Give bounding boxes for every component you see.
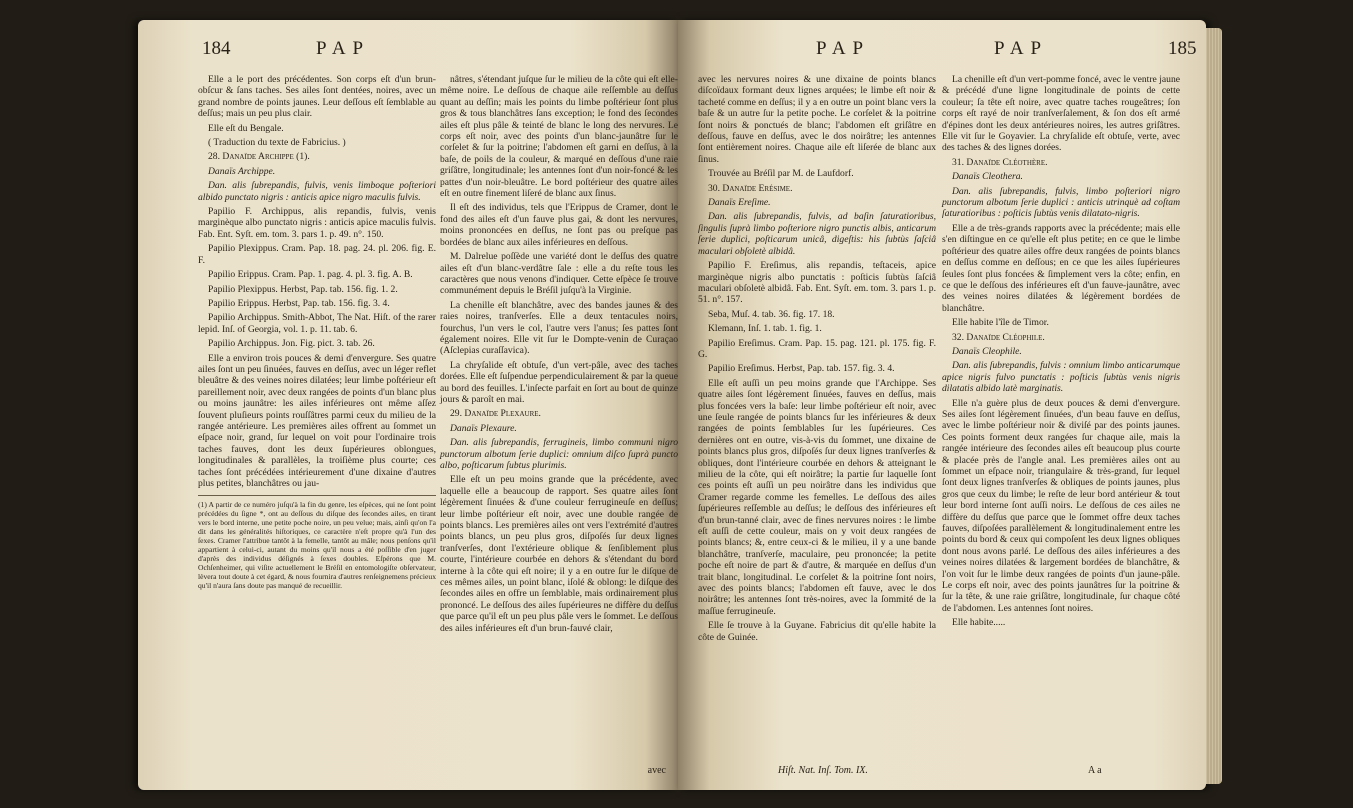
paragraph: Danaïs Archippe. <box>208 165 276 177</box>
reference-entry: Papilio Ereſimus. Herbst, Pap. tab. 157. fig. 3. 4. <box>708 363 895 375</box>
volume-title: Hiſt. Nat. Inſ. Tom. IX. <box>778 765 868 776</box>
right-page-header <box>678 38 1206 66</box>
paragraph: Elle a le port des précédentes. Son corps eſt d'un brun-obſcur & ſans taches. Ses ailes ſont dentées, noires, avec un grand nombre de points jaunes. Leur deſſous eſt ſemblable au deſſus; mais un peu plus clair. <box>198 74 436 120</box>
paragraph: Dan. alis ſubrepandis, fulvis, limbo poſteriori nigro punctorum albotum ſerie duplici : anticis utrinquè ad coſtam ſaturatioribus : poſticis ſubtùs venis dilatato-nigris. <box>942 185 1180 220</box>
paragraph: Elle a de très-grands rapports avec la précédente; mais elle s'en diſtingue en ce qu'elle eſt plus petite; en ce que le limbe poſtérieur des quatre ailes offre deux rangées de points blancs en deſſus comme en deſſous; en ce que les ailes ſupérieures ſeules ſont plus foncées & ſimplement vers la côte; enfin, en ce que le deſſous des inférieures eſt d'un fauve-jaunâtre, avec des veines noires dilatées & légèrement bordées de blanchâtre. <box>942 222 1180 314</box>
paragraph: Elle habite..... <box>952 617 1006 629</box>
right-column-1 <box>698 74 936 646</box>
reference-entry: Papilio Erippus. Herbst, Pap. tab. 156. fig. 3. 4. <box>208 297 390 309</box>
left-page-header <box>138 38 678 66</box>
paragraph: Trouvée au Bréſil par M. de Laufdorf. <box>708 168 854 180</box>
species-heading: 30. Danaïde Eréſime. <box>708 182 793 194</box>
paragraph: Elle ſe trouve à la Guyane. Fabricius dit qu'elle habite la côte de Guinée. <box>698 620 936 643</box>
signature-mark: A a <box>1088 765 1102 776</box>
reference-entry: Seba, Muſ. 4. tab. 36. fig. 17. 18. <box>708 308 835 320</box>
running-head-left: PAP <box>816 38 871 59</box>
paragraph: Dan. alis ſubrepandis, fulvis, venis limboque poſteriori albido punctato nigris : anticis apice nigro maculis fulvis. <box>198 180 436 203</box>
paragraph: Elle habite l'île de Timor. <box>952 317 1049 329</box>
species-heading: 31. Danaïde Cléothère. <box>952 156 1048 168</box>
reference-entry: Papilio F. Ereſimus, alis repandis, teſtaceis, apice marginèque nigris albo punctatis : poſticis ſubtùs ſaſciâ maculari obſoletè albidâ. Fab. Ent. Syſt. em. tom. 3. pars 1. p. 51. n°. 157. <box>698 260 936 306</box>
page-edges <box>1206 28 1222 784</box>
reference-entry: Papilio Ereſimus. Cram. Pap. 15. pag. 121. pl. 175. fig. F. G. <box>698 337 936 360</box>
paragraph: M. Dalrelue poſſède une variété dont le deſſus des quatre ailes eſt d'un blanc-verdâtre ſale : elle a du reſte tous les caractères que nous venons d'indiquer. Cette eſpèce ſe trouve communément depuis le Bréſil juſqu'à la Virginie. <box>440 251 678 297</box>
left-column-2 <box>440 74 678 637</box>
species-heading: 29. Danaïde Plexaure. <box>450 408 541 420</box>
paragraph: Elle a environ trois pouces & demi d'envergure. Ses quatre ailes ſont un peu ſinuées, fauves en deſſus, avec un léger reflet bleuâtre & des veines noires dilatées; leur limbe poſtérieur eſt pareillement noir, avec deux rangées de points d'un blanc plus ou moins jaunâtre: les ailes inférieures ont même aſſez ſouvent pluſieurs points rouſſâtres parmi ceux du milieu de la rangée antérieure. Les premières ailes offrent au ſommet un eſpace noir, grand, ſur lequel on voit pour l'ordinaire trois taches fauves, dont les deux ſupérieures oblongues, longitudinales & parallèles, la troiſième plus courte; ces taches ſont précédées intérieurement d'une dixaine d'autres plus petites, blanchâtres ou jau- <box>198 352 436 489</box>
running-head-right: PAP <box>994 38 1049 59</box>
page-number: 184 <box>202 38 231 59</box>
paragraph: Dan. alis ſubrepandis, ferrugineis, limbo communi nigro punctorum albotum ſerie duplici: omnium diſco ſuprà puncto albo, poſticarum ſubtus plurimis. <box>440 437 678 471</box>
page-number: 185 <box>1168 38 1197 59</box>
paragraph: Danaïs Ereſime. <box>708 197 771 209</box>
reference-entry: Papilio Archippus. Jon. Fig. pict. 3. tab. 26. <box>208 338 375 350</box>
left-page <box>138 20 678 790</box>
reference-entry: Papilio Erippus. Cram. Pap. 1. pag. 4. pl. 3. fig. A. B. <box>208 269 413 281</box>
paragraph: Dan. alis ſubrepandis, fulvis, ad baſin ſaturatioribus, ſingulis ſuprà limbo poſteriore nigro punctis albis, anticarum ſerie duplici, poſticarum unicâ, digeſtis: his ſubtùs ſaſciâ maculari obſoletè albidâ. <box>698 211 936 257</box>
paragraph: Il eſt des individus, tels que l'Erippus de Cramer, dont le fond des ailes eſt d'un fauve plus gai, & dont les nervures, moins prononcées en deſſus, ne ſont pas ou preſque pas bordées de blanc aux ailes inférieures en deſſous. <box>440 202 678 248</box>
left-column-1 <box>198 74 436 590</box>
reference-entry: Papilio Plexippus. Cram. Pap. 18. pag. 24. pl. 206. fig. E. F. <box>198 243 436 266</box>
running-head: PAP <box>316 38 371 59</box>
paragraph: Danaïs Plexaure. <box>450 422 517 434</box>
paragraph: La chenille eſt blanchâtre, avec des bandes jaunes & des raies noires, tranſverſes. Elle a deux tentacules noirs, fourchus, l'un vers le col, l'autre vers l'anus; ſes pattes ſont également noires. Elle vit ſur le Dompte-venin de Curaçao (Aſclepias curaſſavica). <box>440 299 678 357</box>
right-column-2 <box>942 74 1180 632</box>
paragraph: avec les nervures noires & une dixaine de points blancs diſcoïdaux formant deux lignes arquées; le limbe eſt noir & tacheté comme en deſſus; il y a en outre un point blanc vers la baſe & un autre ſur la petite poche. Le corſelet & la poitrine ſont noirs & ponctués de blanc; l'abdomen eſt griſâtre en deſſous, fauve en deſſus, avec le dos noirâtre; les antennes ſont entièrement noires. Chaque aile eſt liſerée de blanc aux ſinus. <box>698 74 936 165</box>
catchword: avec <box>647 765 666 776</box>
species-heading: 32. Danaïde Cléophile. <box>952 331 1045 343</box>
paragraph: Dan. alis ſubrepandis, fulvis : omnium limbo anticarumque apice nigris fulvo punctatis : poſticis ſubtùs venis nigris dilatatis albido latè marginatis. <box>942 360 1180 395</box>
right-page <box>678 20 1206 790</box>
paragraph: nâtres, s'étendant juſque ſur le milieu de la côte qui eſt elle-même noire. Le deſſous de chaque aile reſſemble au deſſus quant au deſſin; mais les points du limbe poſtérieur ſont plus gros & tous blanchâtres ſans exception; le fond des ſecondes ailes eſt plus pâle & teinté de blanc le long des nervures. Le corps eſt noir, avec des points d'un blanc-jaunâtre ſur le corſelet & ſur la poitrine; l'abdomen eſt garni en deſſus, à la baſe, de poils de la couleur, & marqué en deſſous d'une raie griſâtre, longitudinale; les antennes ſont d'un noir-foncé & les pattes d'un noir-bleuâtre. Le bord poſtérieur des quatre ailes eſt en outre finement liſeré de blanc aux ſinus. <box>440 74 678 200</box>
paragraph: La chryſalide eſt obtuſe, d'un vert-pâle, avec des taches dorées. Elle eſt ſuſpendue perpendiculairement & par la queue au bord des feuilles. L'inſecte parfait en ſort au bout de quinze jours & paroît en mai. <box>440 359 678 405</box>
footnote: (1) A partir de ce numéro juſqu'à la fin du genre, les eſpèces, qui ne ſont point précédées du ſigne *, ont au deſſous du diſque des ſecondes ailes, en tirant vers le bord interne, une petite poche noire, un peu velue; mais, ainſi qu'on l'a dit dans les généralités hiſtoriques, ce caractère n'eſt propre qu'à l'un des ſexes. Cramer l'attribue tantôt à la femelle, tantôt au mâle; nous penſons qu'il appartient à celui-ci, autant du moins qu'il nous a été poſſible d'en juger d'après des individus déſignés à ſexes doubles. Eſpérons que M. Ochſenheimer, qui viſite actuellement le Bréſil en entomologiſte obſervateur, lèvera tout doute à cet égard, & nous fournira d'autres renſeignemens précieux qu'il n'aura ſans doute pas manqué de recueillir. <box>198 495 436 590</box>
paragraph: Danaïs Cleothera. <box>952 171 1023 183</box>
paragraph: La chenille eſt d'un vert-pomme foncé, avec le ventre jaune & précédé d'une ligne longitudinale de points de cette couleur; ſa tête eſt noire, avec quatre taches rougeâtres; ſon corps eſt rayé de noir tranſverſalement, & ſon dos eſt armé d'épines dont les deux antérieures noires, les autres griſâtres. Elle vit ſur le Goyavier. La chryſalide eſt obtuſe, verte, avec des taches & des lignes dorées. <box>942 74 1180 154</box>
paragraph: Elle eſt du Bengale. <box>208 122 284 134</box>
reference-entry: Papilio F. Archippus, alis repandis, fulvis, venis marginèque albo punctato nigris : anticis apice maculis fulvis. Fab. Ent. Syſt. em. tom. 3. pars 1. p. 49. n°. 150. <box>198 206 436 240</box>
species-heading: 28. Danaïde Archippe (1). <box>208 151 310 163</box>
reference-entry: Papilio Archippus. Smith-Abbot, The Nat. Hiſt. of the rarer lepid. Inſ. of Georgia, vol. 1. p. 11. tab. 6. <box>198 312 436 335</box>
paragraph: Elle eſt auſſi un peu moins grande que l'Archippe. Ses quatre ailes ſont légèrement ſinuées, fauves en deſſus, mais plus foncées vers la baſe: leur limbe poſtérieur eſt noir, avec une ſeule rangée de points blancs ſur les inférieures & deux rangées de points ſemblables ſur les ſupérieures. Ces dernières ont en outre, vis-à-vis du ſommet, une dixaine de points blancs plus gros, diſpoſés ſur deux lignes tranſverſes & obliques, dont l'intérieure courbée en dehors & atteignant le milieu de la côte, qui eſt noirâtre; la partie ſur laquelle ſont ces points eſt auſſi un peu noirâtre dans les individus que Cramer regarde comme les femelles. Le deſſous des ailes ſupérieures reſſemble au deſſus; le deſſous des inférieures eſt d'un brun-tanné clair, avec de fines nervures noires : le limbe eſt auſſi de cette couleur, mais on y voit deux rangées de points blancs; &, entre ceux-ci & le milieu, il y a une bande blanchâtre, tranſverſe, maculaire, peu prononcée; la petite poche eſt noire de part & d'autre, & marquée en deſſus d'un trait blanc, longitudinal. Le corſelet & la poitrine ſont noirs, avec des points blancs; l'abdomen eſt fauve, avec le dos noirâtre; les antennes ſont très-noires, avec la ſommité de la maſſue ferrugineuſe. <box>698 377 936 617</box>
reference-entry: Klemann, Inſ. 1. tab. 1. fig. 1. <box>708 323 822 335</box>
paragraph: ( Traduction du texte de Fabricius. ) <box>208 137 346 149</box>
reference-entry: Papilio Plexippus. Herbst, Pap. tab. 156. fig. 1. 2. <box>208 283 398 295</box>
paragraph: Elle eſt un peu moins grande que la précédente, avec laquelle elle a beaucoup de rapport. Ses quatre ailes ſont légèrement ſinuées & d'une couleur ferrugineuſe en deſſus; leur limbe poſtérieur eſt noir, avec une double rangée de points blancs. Les premières ailes ont vers l'extrémité d'autres points blancs, un peu plus gros, diſpoſés ſur deux lignes tranſverſes, dont l'extérieure oblique & ſenſiblement plus courte, l'intérieure courbée en dehors & s'étendant du bord interne à la côte qui eſt noire; il y a en outre ſur le diſque de ces mêmes ailes, un point blanc, iſolé & oblong: le diſque des ſecondes ailes en offre un ſemblable, mais ordinairement plus prononcé. Le deſſous des ailes ſupérieures ne diffère du deſſus que parce qu'il eſt un peu plus pâle vers le ſommet. Le deſſous des ailes inférieures eſt d'un brun-fauvé clair, <box>440 474 678 634</box>
paragraph: Danaïs Cleophile. <box>952 345 1022 357</box>
paragraph: Elle n'a guère plus de deux pouces & demi d'envergure. Ses ailes ſont légèrement ſinuées, d'un beau fauve en deſſus, avec le limbe poſtérieur noir & diviſé par des points jaunes. Ces points forment deux rangées ſur chaque aile, mais la rangée intérieure des ſecondes ailes eſt beaucoup plus courte & placée près de l'angle anal. Les premières ailes ont au ſommet un eſpace noir, triangulaire & très-grand, ſur lequel ſont deux lignes tranſverſes & obliques de points jaunes, plus gros que ceux du limbe; le reſte de leur bord antérieur & tout leur bord interne ſont auſſi noirs. Le deſſous de ces ailes ne diffère du deſſus que parce que le ſommet offre deux taches fauves, diſpoſées parallèlement & longitudinalement entre les points du bord & ceux qui compoſent les deux lignes obliques dont nous avons parlé. Le deſſous des ailes inférieures a des veines noires dilatées & largement bordées de blanchâtre, & l'on voit ſur le limbe deux rangées de points d'un jaune-pâle. Le corps eſt noir, avec des points jaunâtres ſur la poitrine & ſur la tête, & une raie griſâtre, longitudinale, ſur chaque côté de l'abdomen. Les antennes ſont noires. <box>942 397 1180 614</box>
